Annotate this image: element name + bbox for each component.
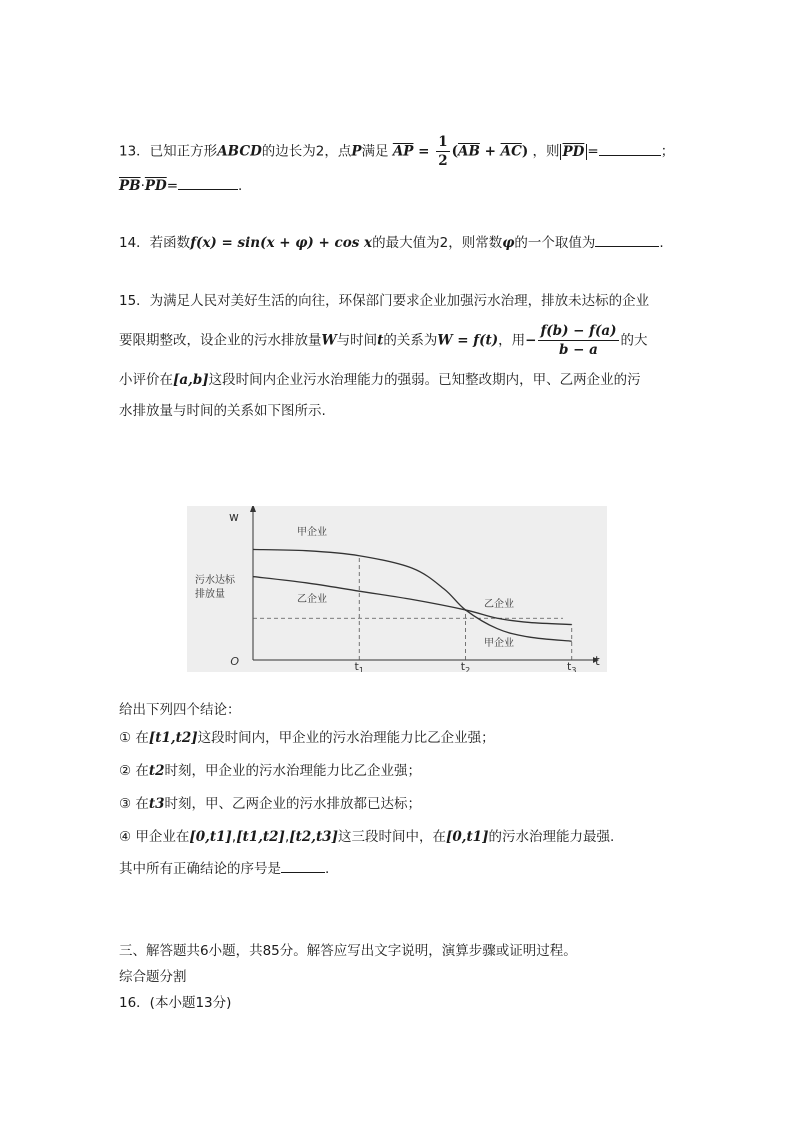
c4-interval-4: [0,t1]	[445, 829, 489, 845]
section3-sub	[119, 967, 187, 987]
q14-text1: 的最大值为2，则常数	[372, 235, 503, 251]
y-axis-label: w	[229, 510, 239, 524]
x-axis-label: t	[595, 654, 600, 668]
q16-heading	[119, 993, 231, 1013]
q13-blank-1[interactable]	[599, 143, 661, 156]
conclusion-1	[119, 728, 495, 748]
q15-w: W	[321, 332, 337, 349]
q13-vec-ac: $\overline{AC}$	[500, 143, 522, 160]
c1-text: 这段时间内，甲企业的污水治理能力比乙企业强；	[197, 730, 495, 746]
q13-text1: 的边长为2，点	[261, 143, 352, 160]
q13-semicolon: ；	[660, 143, 675, 160]
q14-function: f(x) = sin(x + φ) + cos x	[190, 235, 373, 251]
q13-plus: +	[479, 143, 501, 160]
c4-prefix: ④ 甲企业在	[119, 829, 190, 845]
q15-text-2b: 与时间	[336, 332, 378, 349]
c3-time: t3	[148, 796, 165, 812]
q15-rate-fraction	[538, 322, 618, 359]
q13-text5: =	[166, 178, 179, 194]
threshold-label-1: 污水达标	[195, 575, 235, 586]
c1-prefix: ① 在	[119, 730, 149, 746]
q15-t: t	[377, 332, 384, 349]
series-label-jia-top: 甲企业	[297, 527, 327, 538]
q15-interval-ab: [a,b]	[173, 372, 209, 388]
conclusion-3	[119, 794, 421, 814]
ask-period: .	[325, 861, 330, 877]
c4-sep-1: ,	[231, 829, 237, 845]
c4-interval-3: [t2,t3]	[289, 829, 338, 845]
conclusion-4	[119, 827, 614, 847]
c1-interval: [t1,t2]	[148, 730, 198, 746]
q13-half-den: 2	[438, 153, 448, 169]
series-label-yi-right: 乙企业	[484, 599, 514, 610]
q15-line1	[119, 291, 649, 311]
q15-text-line4: 水排放量与时间的关系如下图所示.	[119, 403, 326, 419]
q13-vec-pd-2: $\overline{PD}$	[144, 178, 167, 194]
q15-text-2d: ，用	[498, 332, 526, 349]
q15-minus: −	[525, 332, 537, 349]
q13-period: .	[238, 178, 243, 194]
q13-text4: =	[587, 143, 599, 160]
q13-point-p: P	[351, 143, 362, 160]
q15-text-2e: 的大	[620, 332, 648, 349]
q14-phi: φ	[502, 235, 515, 251]
q13-half-num: 1	[438, 134, 448, 150]
section3-title-text: 三、解答题共6小题，共85分。解答应写出文字说明，演算步骤或证明过程。	[119, 943, 577, 959]
q13-vec-ap: $\overline{AP}$	[392, 143, 414, 160]
q15-text-3b: 这段时间内企业污水治理能力的强弱。已知整改期内，甲、乙两企业的污	[208, 372, 641, 388]
q13-vec-ab: $\overline{AB}$	[457, 143, 480, 160]
q14-number: 14．若函数	[119, 235, 191, 251]
q15-wft: W = f(t)	[437, 332, 499, 349]
section3-title	[119, 941, 577, 961]
emission-chart	[187, 506, 607, 672]
q13-number: 13．已知正方形	[119, 143, 218, 160]
q16-heading-text: 16．(本小题13分)	[119, 995, 232, 1011]
q15-line4	[119, 401, 326, 421]
q13-abcd: ABCD	[217, 143, 262, 160]
q15-line3	[119, 370, 641, 390]
conclusions-question	[119, 859, 329, 879]
c4-text-2: 的污水治理能力最强.	[488, 829, 615, 845]
q15-line2	[119, 322, 648, 359]
q15-text-3a: 小评价在	[119, 372, 173, 388]
conclusion-2	[119, 761, 421, 781]
c3-prefix: ③ 在	[119, 796, 149, 812]
series-label-yi-left: 乙企业	[297, 594, 327, 605]
q13-text2: 满足	[361, 143, 389, 160]
c2-text: 时刻，甲企业的污水治理能力比乙企业强；	[164, 763, 422, 779]
chart-background	[187, 506, 607, 672]
x-tick-t3: $t_3$	[567, 660, 577, 672]
c4-text-1: 这三段时间中，在	[337, 829, 446, 845]
series-label-jia-bottom: 甲企业	[484, 638, 514, 649]
q15-text-2c: 的关系为	[383, 332, 438, 349]
q13-line2	[119, 176, 242, 196]
c4-interval-2: [t1,t2]	[236, 829, 285, 845]
q15-frac-den: b − a	[559, 342, 598, 358]
q15-text-2a: 要限期整改，设企业的污水排放量	[119, 332, 322, 349]
c2-time: t2	[148, 763, 165, 779]
q14-blank[interactable]	[595, 234, 659, 247]
c2-prefix: ② 在	[119, 763, 149, 779]
section3-sub-text: 综合题分割	[119, 969, 187, 985]
origin-label: O	[230, 655, 239, 668]
x-tick-t2: $t_2$	[460, 660, 471, 672]
conclusions-intro	[119, 700, 241, 720]
q14-period: .	[659, 235, 664, 251]
conclusions-intro-text: 给出下列四个结论：	[119, 702, 241, 718]
x-tick-t1: $t_1$	[354, 660, 364, 672]
q14-text2: 的一个取值为	[514, 235, 596, 251]
ask-blank[interactable]	[281, 860, 325, 873]
q15-text-line1: 15．为满足人民对美好生活的向往，环保部门要求企业加强污水治理，排放未达标的企业	[119, 293, 650, 309]
q14-line	[119, 233, 664, 253]
threshold-label-2: 排放量	[195, 589, 225, 600]
c4-sep-2: ,	[284, 829, 290, 845]
q15-frac-num: f(b) − f(a)	[540, 323, 617, 339]
ask-text: 其中所有正确结论的序号是	[119, 861, 281, 877]
q13-line1: 13．已知正方形ABCD的边长为2，点P满足 $\overline{AP}$ = $\frac{1}{2}$ $(\overline{AB} + \overline{AC})$ ，则 $\overline{PD}$ = ；	[119, 134, 675, 169]
q13-dot: ·	[140, 178, 145, 194]
q13-vec-pb: $\overline{PB}$	[119, 178, 141, 194]
c3-text: 时刻，甲、乙两企业的污水排放都已达标；	[164, 796, 422, 812]
q13-equals: =	[413, 143, 435, 160]
q13-vec-pd: $\overline{PD}$	[562, 143, 585, 160]
q13-text3: ，则	[532, 143, 560, 160]
c4-interval-1: [0,t1]	[189, 829, 232, 845]
q13-half-fraction	[436, 133, 449, 170]
q13-blank-2[interactable]	[178, 177, 238, 190]
